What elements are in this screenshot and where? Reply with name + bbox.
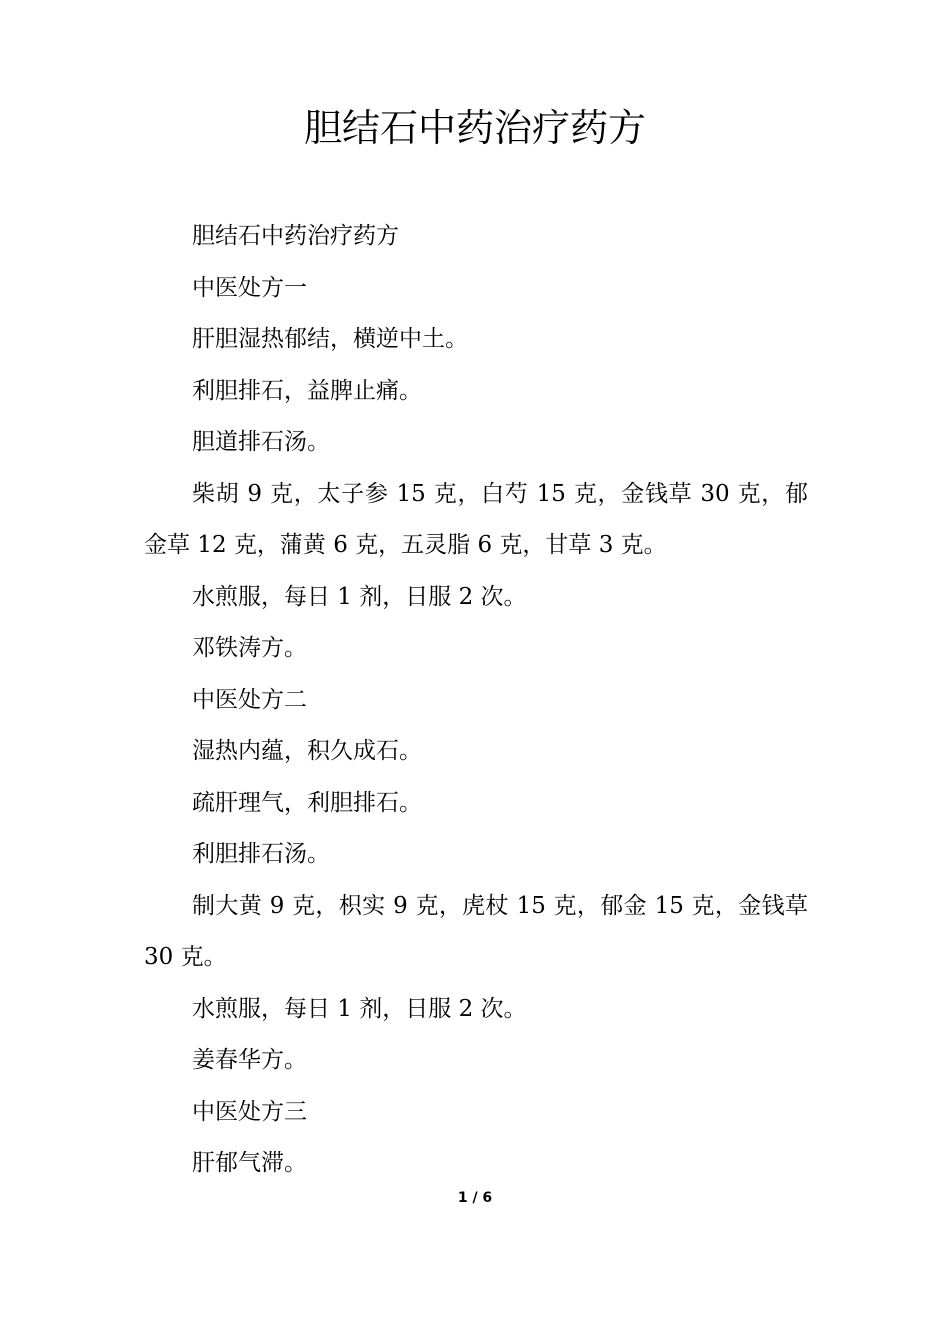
paragraph: 邓铁涛方。: [192, 635, 307, 661]
paragraph: 胆道排石汤。: [192, 429, 330, 455]
paragraph: 姜春华方。: [192, 1047, 307, 1073]
paragraph: 水煎服，每日 1 剂，日服 2 次。: [192, 995, 527, 1022]
page-number: 1 / 6: [457, 1190, 493, 1206]
document-title: 胆结石中药治疗药方: [303, 106, 646, 150]
paragraph: 胆结石中药治疗药方: [192, 223, 399, 249]
paragraph: 中医处方一: [192, 274, 307, 301]
paragraph: 中医处方二: [192, 686, 307, 713]
paragraph: 湿热内蕴，积久成石。: [192, 738, 422, 764]
paragraph: 肝胆湿热郁结，横逆中土。: [192, 326, 468, 352]
paragraph: 水煎服，每日 1 剂，日服 2 次。: [192, 583, 527, 610]
paragraph: 利胆排石，益脾止痛。: [192, 377, 422, 404]
paragraph: 利胆排石汤。: [192, 841, 330, 867]
paragraph: 疏肝理气，利胆排石。: [192, 789, 422, 816]
paragraph: 柴胡 9 克，太子参 15 克，白芍 15 克，金钱草 30 克，郁金草 12 克，蒲黄 6 克，五灵脂 6 克，甘草 3 克。: [144, 480, 808, 558]
document-body: [144, 211, 808, 1190]
paragraph: 制大黄 9 克，枳实 9 克，虎杖 15 克，郁金 15 克，金钱草 30 克。: [144, 892, 808, 970]
paragraph: 肝郁气滞。: [192, 1150, 307, 1176]
paragraph: 中医处方三: [192, 1098, 307, 1125]
